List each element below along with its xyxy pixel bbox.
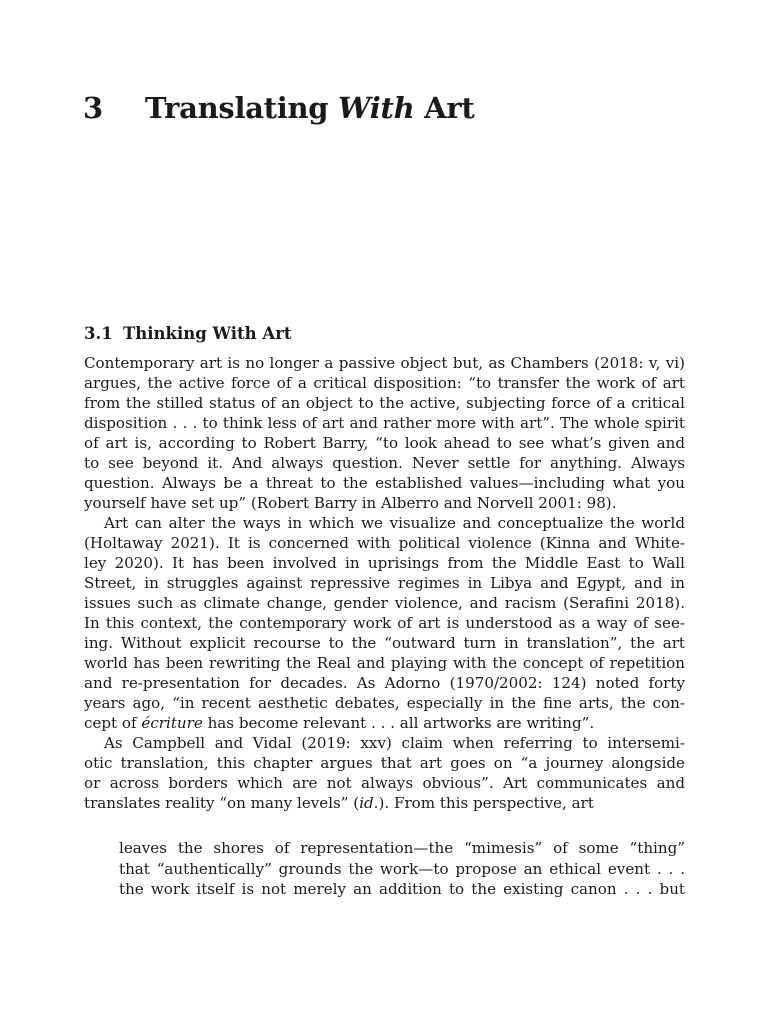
text-line: argues, the active force of a critical disposition: “to transfer the work of art [84, 374, 685, 392]
text-line: issues such as climate change, gender violence, and racism (Serafini 2018). [84, 594, 685, 612]
chapter-title-part-2: Art [414, 91, 475, 125]
section-title: Thinking With Art [123, 324, 292, 343]
text-line: years ago, “in recent aesthetic debates, especially in the fine arts, the con- [84, 694, 685, 712]
chapter-heading [83, 88, 474, 128]
paragraph-2 [84, 513, 685, 733]
quote-line: the work itself is not merely an addition to the existing canon . . . but [119, 880, 685, 898]
text-fragment: cept of [84, 714, 142, 732]
block-quote [119, 838, 685, 900]
body-text [84, 353, 685, 813]
text-line: or across borders which are not always obvious”. Art communicates and [84, 774, 685, 792]
text-line [84, 713, 685, 733]
italic-term: écriture [141, 714, 203, 732]
chapter-title-italic: With [338, 91, 415, 125]
paragraph-1 [84, 353, 685, 513]
text-line: ley 2020). It has been involved in uprisings from the Middle East to Wall [84, 554, 685, 572]
text-line [84, 793, 685, 813]
text-line: and re-presentation for decades. As Adorno (1970/2002: 124) noted forty [84, 674, 685, 692]
text-line: to see beyond it. And always question. Never settle for anything. Always [84, 454, 685, 472]
chapter-title-part-1: Translating [145, 91, 339, 125]
text-line: world has been rewriting the Real and playing with the concept of repetition [84, 654, 685, 672]
text-line: otic translation, this chapter argues that art goes on “a journey alongside [84, 754, 685, 772]
section-number: 3.1 [84, 324, 113, 343]
text-line: Street, in struggles against repressive regimes in Libya and Egypt, and in [84, 574, 685, 592]
text-line: Contemporary art is no longer a passive object but, as Chambers (2018: v, vi) [84, 354, 685, 372]
text-fragment: translates reality “on many levels” ( [84, 794, 360, 812]
text-line: yourself have set up” (Robert Barry in Alberro and Norvell 2001: 98). [84, 494, 617, 512]
italic-term: id. [359, 794, 379, 812]
text-line: In this context, the contemporary work of art is understood as a way of see- [84, 614, 685, 632]
quote-line: leaves the shores of representation—the “mimesis” of some “thing” [119, 839, 685, 857]
text-line: question. Always be a threat to the established values—including what you [84, 474, 685, 492]
section-heading [84, 322, 292, 346]
chapter-number: 3 [83, 91, 103, 125]
text-line: Art can alter the ways in which we visualize and conceptualize the world [104, 514, 685, 532]
text-line: disposition . . . to think less of art and rather more with art”. The whole spirit [84, 414, 685, 432]
text-line: ing. Without explicit recourse to the “outward turn in translation”, the art [84, 634, 685, 652]
text-line: from the stilled status of an object to the active, subjecting force of a critical [84, 394, 685, 412]
text-fragment: has become relevant . . . all artworks are writing”. [202, 714, 595, 732]
text-line: (Holtaway 2021). It is concerned with political violence (Kinna and White- [84, 534, 685, 552]
text-fragment: ). From this perspective, art [378, 794, 594, 812]
paragraph-3 [84, 733, 685, 813]
text-line: As Campbell and Vidal (2019: xxv) claim when referring to intersemi- [104, 734, 685, 752]
quote-line: that “authentically” grounds the work—to propose an ethical event . . . [119, 859, 685, 878]
text-line: of art is, according to Robert Barry, “to look ahead to see what’s given and [84, 434, 685, 452]
